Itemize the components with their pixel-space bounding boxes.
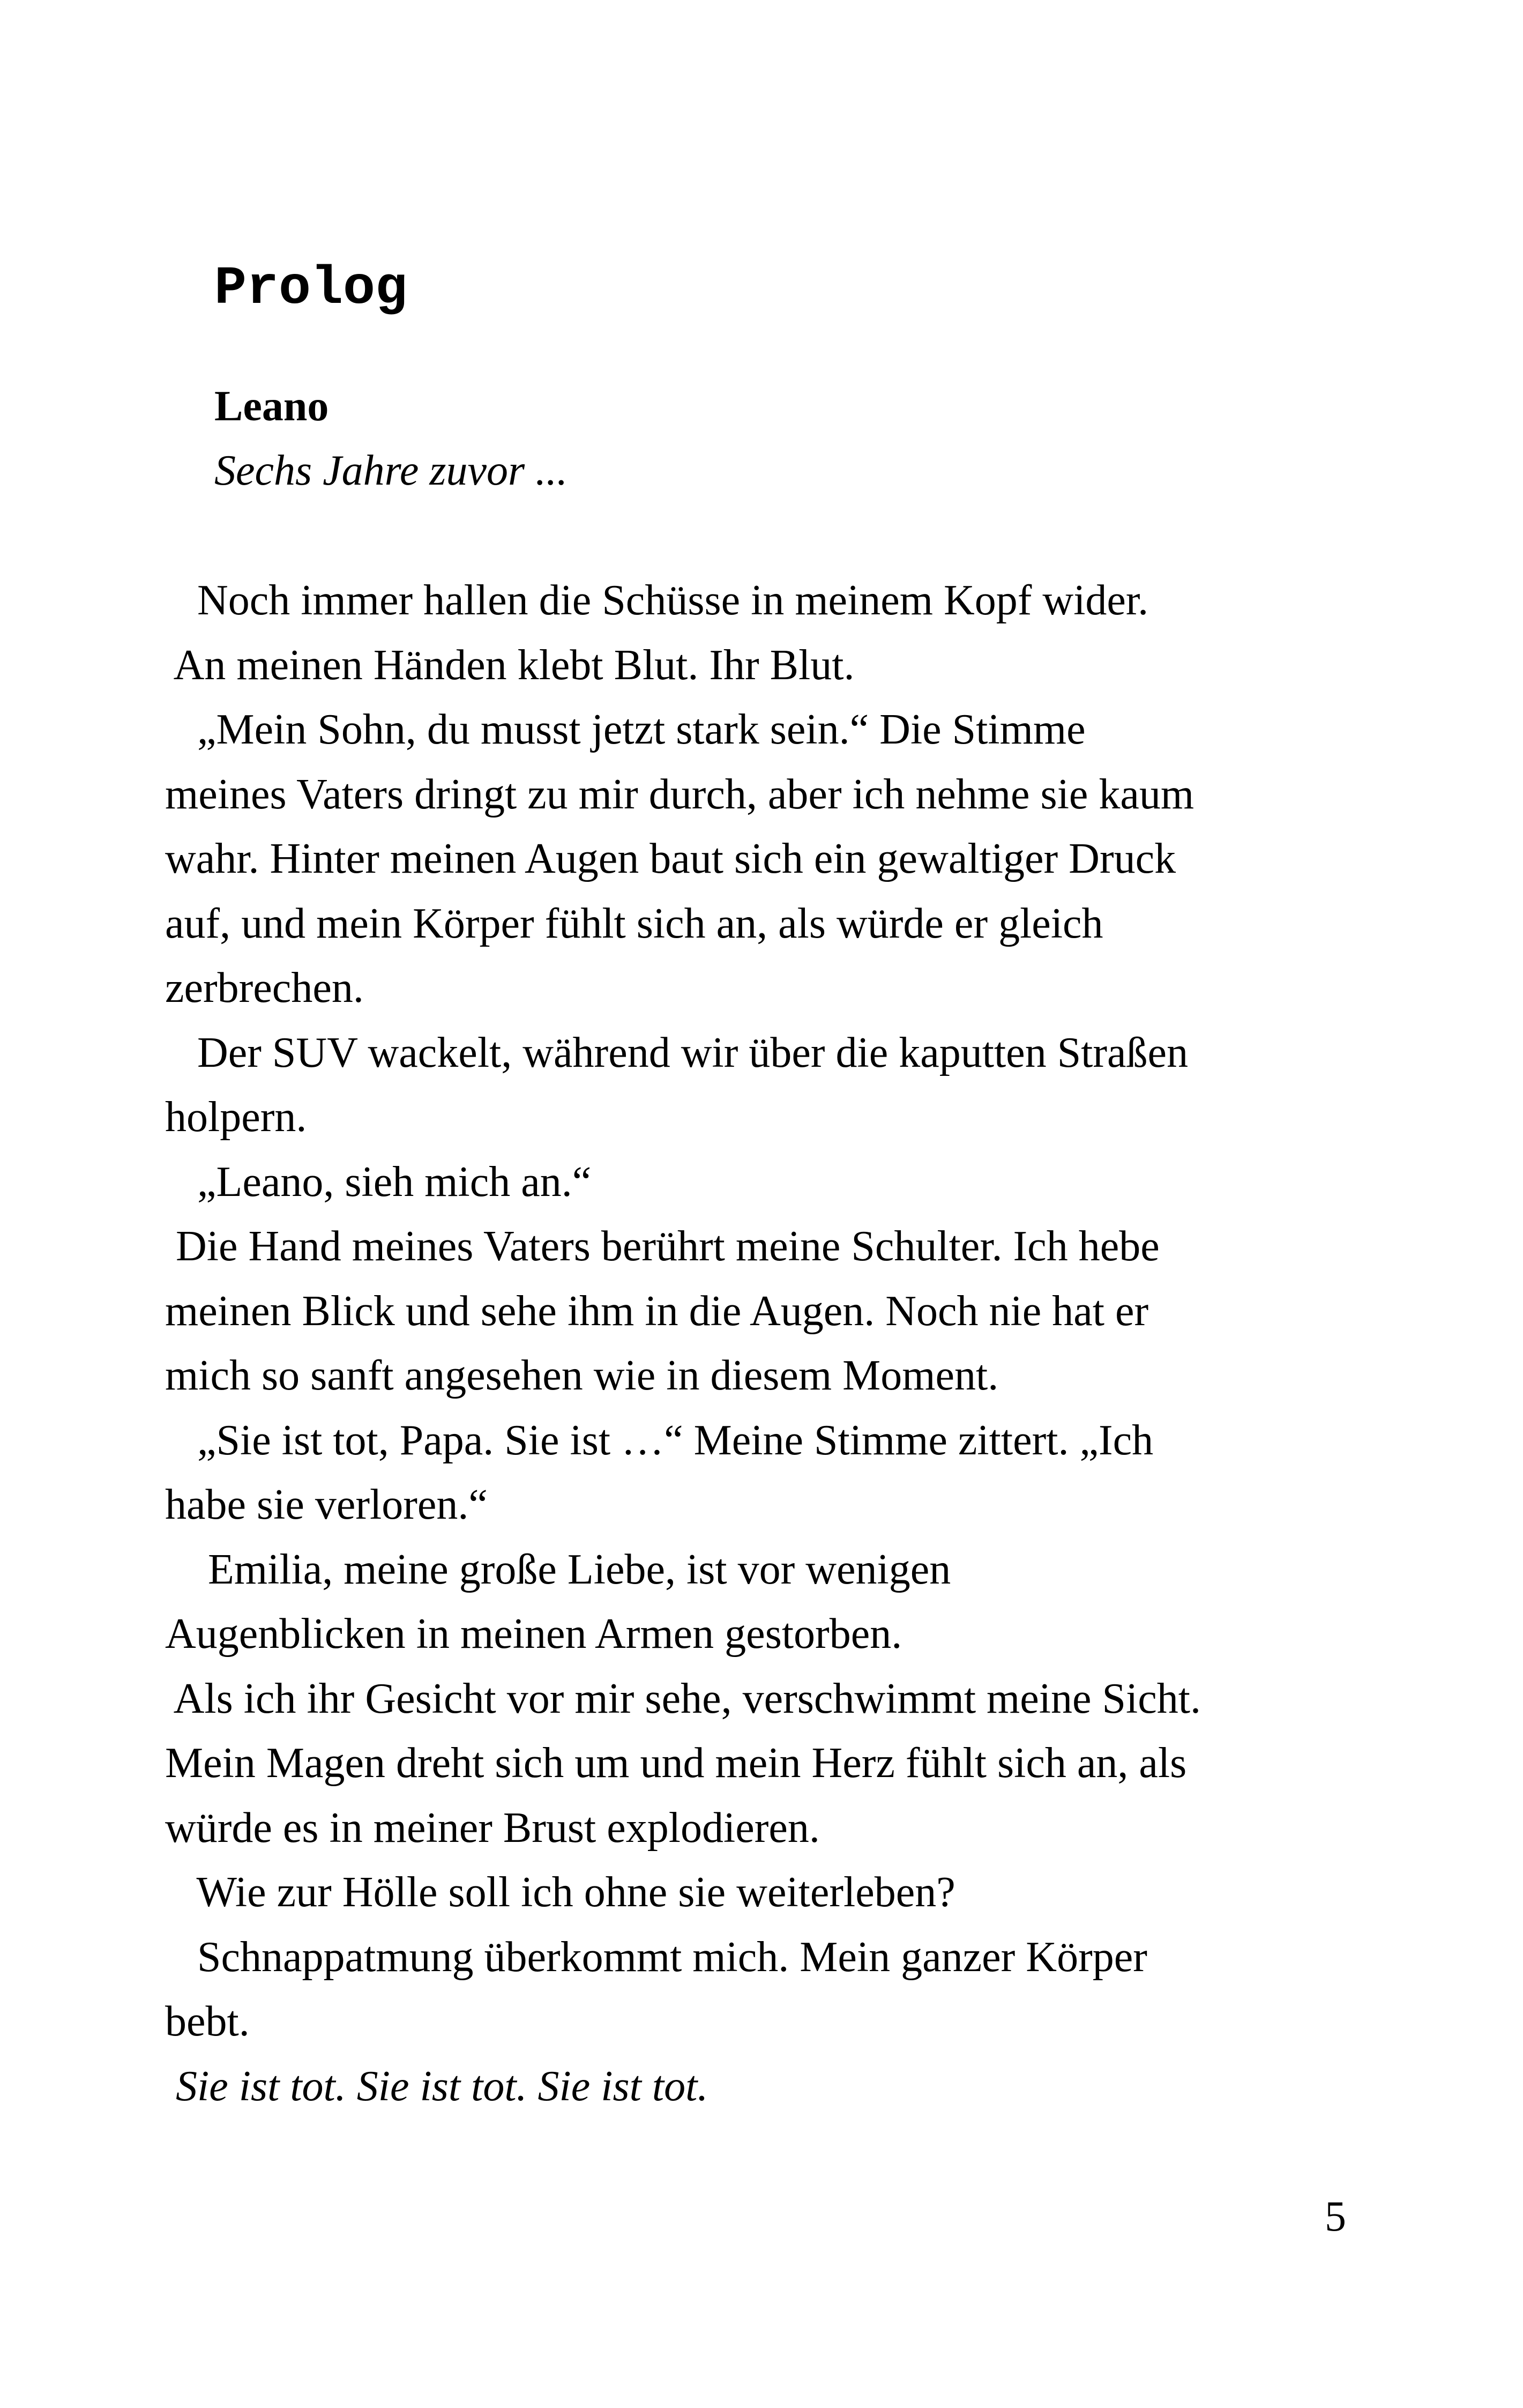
text-line: Als ich ihr Gesicht vor mir sehe, verschwimmt meine Sicht. [165,1675,1201,1722]
text-line: Noch immer hallen die Schüsse in meinem Kopf wider. [165,577,1149,624]
text-line: Sie ist tot. Sie ist tot. Sie ist tot. [165,2062,708,2110]
text-line: „Leano, sieh mich an.“ [165,1158,592,1206]
page-number: 5 [1325,2193,1346,2240]
text-line: „Mein Sohn, du musst jetzt stark sein.“ Die Stimme [165,706,1086,753]
text-line: holpern. [165,1094,307,1141]
text-line: Der SUV wackelt, während wir über die kaputten Straßen [165,1029,1189,1076]
text-line: auf, und mein Körper fühlt sich an, als würde er gleich [165,900,1103,947]
text-line: mich so sanft angesehen wie in diesem Moment. [165,1352,999,1399]
text-line: Emilia, meine große Liebe, ist vor wenigen [165,1545,951,1593]
chapter-title: Prolog [214,259,408,319]
text-line: Die Hand meines Vaters berührt meine Schulter. Ich hebe [165,1223,1160,1270]
text-line: An meinen Händen klebt Blut. Ihr Blut. [165,641,855,689]
pov-character-heading: Leano [214,383,329,430]
text-line: zerbrechen. [165,964,364,1012]
text-line: meinen Blick und sehe ihm in die Augen. Noch nie hat er [165,1287,1149,1335]
text-line: Augenblicken in meinen Armen gestorben. [165,1610,902,1658]
text-line: Wie zur Hölle soll ich ohne sie weiterleben? [165,1869,955,1916]
time-note: Sechs Jahre zuvor ... [214,447,568,494]
text-line: würde es in meiner Brust explodieren. [165,1804,820,1852]
text-line: Schnappatmung überkommt mich. Mein ganzer Körper [165,1933,1147,1981]
text-line: wahr. Hinter meinen Augen baut sich ein gewaltiger Druck [165,835,1176,882]
text-line: Mein Magen dreht sich um und mein Herz fühlt sich an, als [165,1740,1187,1787]
prose-body [165,568,1376,2119]
text-line: bebt. [165,1998,250,2045]
text-line: habe sie verloren.“ [165,1481,488,1528]
text-line: meines Vaters dringt zu mir durch, aber ich nehme sie kaum [165,770,1194,818]
text-line: „Sie ist tot, Papa. Sie ist …“ Meine Stimme zittert. „Ich [165,1416,1154,1464]
